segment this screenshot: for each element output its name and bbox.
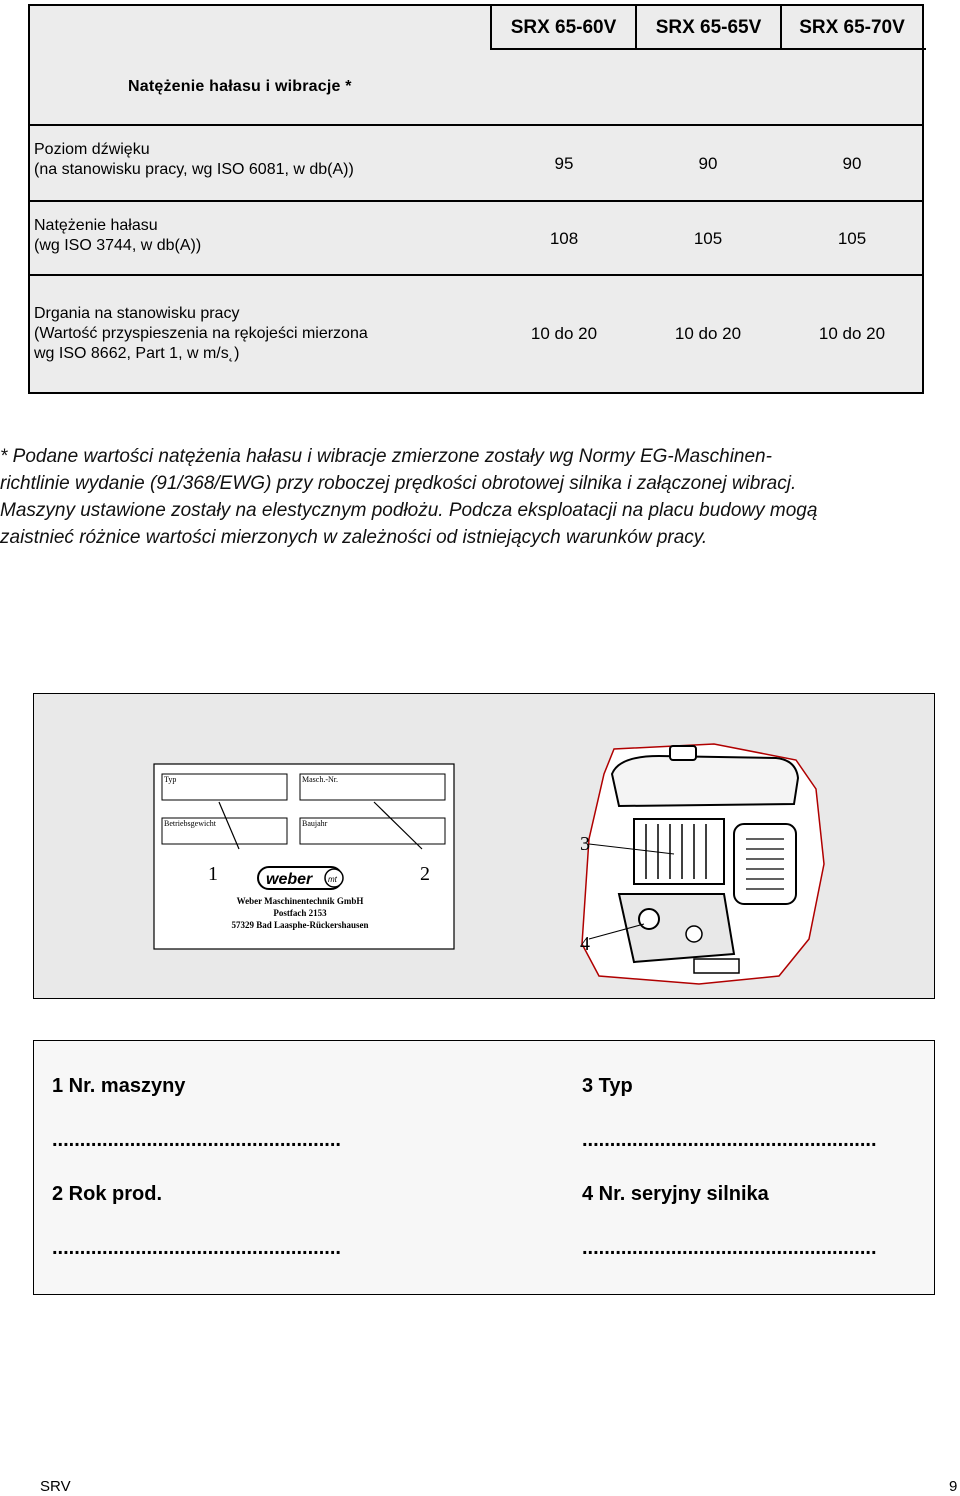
value-cell: 90 bbox=[842, 154, 862, 173]
row-divider bbox=[30, 200, 922, 202]
value-cell: 10 do 20 bbox=[530, 324, 598, 343]
label-type: 3 Typ bbox=[582, 1075, 633, 1097]
value-cell: 108 bbox=[549, 229, 579, 248]
row-label-sound-level: Poziom dźwięku (na stanowisku pracy, wg ISO 6081, w db(A)) bbox=[34, 141, 354, 178]
crankcase bbox=[619, 894, 734, 962]
callout-2: 2 bbox=[420, 863, 430, 885]
footnote-line: zaistnieć różnice wartości mierzonych w zależności od istniejących warunków pracy. bbox=[0, 527, 708, 548]
field-production-year[interactable]: .................................................... bbox=[52, 1237, 341, 1259]
engine-base bbox=[694, 959, 739, 973]
name-plate bbox=[154, 764, 454, 949]
plate-company: Weber Maschinentechnik GmbH bbox=[236, 896, 364, 906]
row-divider bbox=[30, 124, 922, 126]
label-engine-serial: 4 Nr. seryjny silnika bbox=[582, 1183, 769, 1205]
field-engine-serial[interactable]: ..................................................... bbox=[582, 1237, 877, 1259]
value-cell: 10 do 20 bbox=[818, 324, 886, 343]
callout-3: 3 bbox=[580, 833, 590, 855]
engine-illustration bbox=[582, 744, 824, 984]
section-title: Natężenie hałasu i wibracje * bbox=[128, 78, 352, 95]
plate-field-box bbox=[162, 774, 287, 800]
field-machine-number[interactable]: .................................................... bbox=[52, 1129, 341, 1151]
footer-doc-code: SRV bbox=[40, 1478, 71, 1495]
callout-4: 4 bbox=[580, 933, 590, 955]
crankshaft bbox=[639, 909, 659, 929]
footnote bbox=[0, 443, 960, 551]
plate-address1: Postfach 2153 bbox=[273, 908, 327, 918]
illustration-svg bbox=[34, 694, 936, 1000]
value-cell: 95 bbox=[554, 154, 574, 173]
plate-field-typ: Typ bbox=[164, 775, 177, 784]
footnote-line: * Podane wartości natężenia hałasu i wibracje zmierzone zostały wg Normy EG-Maschinen- bbox=[0, 446, 772, 467]
bolt bbox=[686, 926, 702, 942]
footnote-line: richtlinie wydanie (91/368/EWG) przy roboczej prędkości obrotowej silnika i załączonej wibracj. bbox=[0, 473, 797, 494]
row-divider bbox=[30, 274, 922, 276]
weber-logo-text: weber bbox=[266, 871, 313, 888]
value-cell: 90 bbox=[698, 154, 718, 173]
header-underline bbox=[490, 48, 926, 50]
label-production-year: 2 Rok prod. bbox=[52, 1183, 163, 1205]
value-cell: 105 bbox=[693, 229, 723, 248]
header-divider bbox=[490, 6, 492, 50]
field-type[interactable]: ..................................................... bbox=[582, 1129, 877, 1151]
plate-address2: 57329 Bad Laasphe-Rückershausen bbox=[231, 920, 369, 930]
value-cell: 10 do 20 bbox=[674, 324, 742, 343]
spec-table bbox=[28, 4, 924, 394]
fuel-tank bbox=[612, 756, 798, 806]
row-label-vibration: Drgania na stanowisku pracy (Wartość przyspieszenia na rękojeści mierzona wg ISO 8662, Part 1, w m/s˛) bbox=[34, 305, 368, 362]
cylinder-block bbox=[634, 819, 724, 884]
weber-logo-mark-text: mt bbox=[328, 875, 337, 884]
header-divider bbox=[635, 6, 637, 50]
model-header-2: SRX 65-65V bbox=[637, 6, 780, 50]
illustration-box bbox=[33, 693, 935, 999]
plate-field-gewicht: Betriebsgewicht bbox=[164, 819, 216, 828]
footnote-line: Maszyny ustawione zostały na elestycznym podłożu. Podcza eksploatacji na placu budowy mogą bbox=[0, 500, 818, 521]
page-number: 9 bbox=[949, 1478, 958, 1495]
label-machine-number: 1 Nr. maszyny bbox=[52, 1075, 186, 1097]
row-label-noise-intensity: Natężenie hałasu (wg ISO 3744, w db(A)) bbox=[34, 217, 202, 254]
plate-field-baujahr: Baujahr bbox=[302, 819, 328, 828]
identification-form bbox=[33, 1040, 935, 1295]
header-divider bbox=[780, 6, 782, 50]
fuel-cap bbox=[670, 746, 696, 760]
air-filter bbox=[734, 824, 796, 904]
callout-1: 1 bbox=[208, 863, 218, 885]
model-header-3: SRX 65-70V bbox=[782, 6, 922, 50]
model-header-1: SRX 65-60V bbox=[492, 6, 635, 50]
value-cell: 105 bbox=[837, 229, 867, 248]
plate-field-masch: Masch.-Nr. bbox=[302, 775, 338, 784]
